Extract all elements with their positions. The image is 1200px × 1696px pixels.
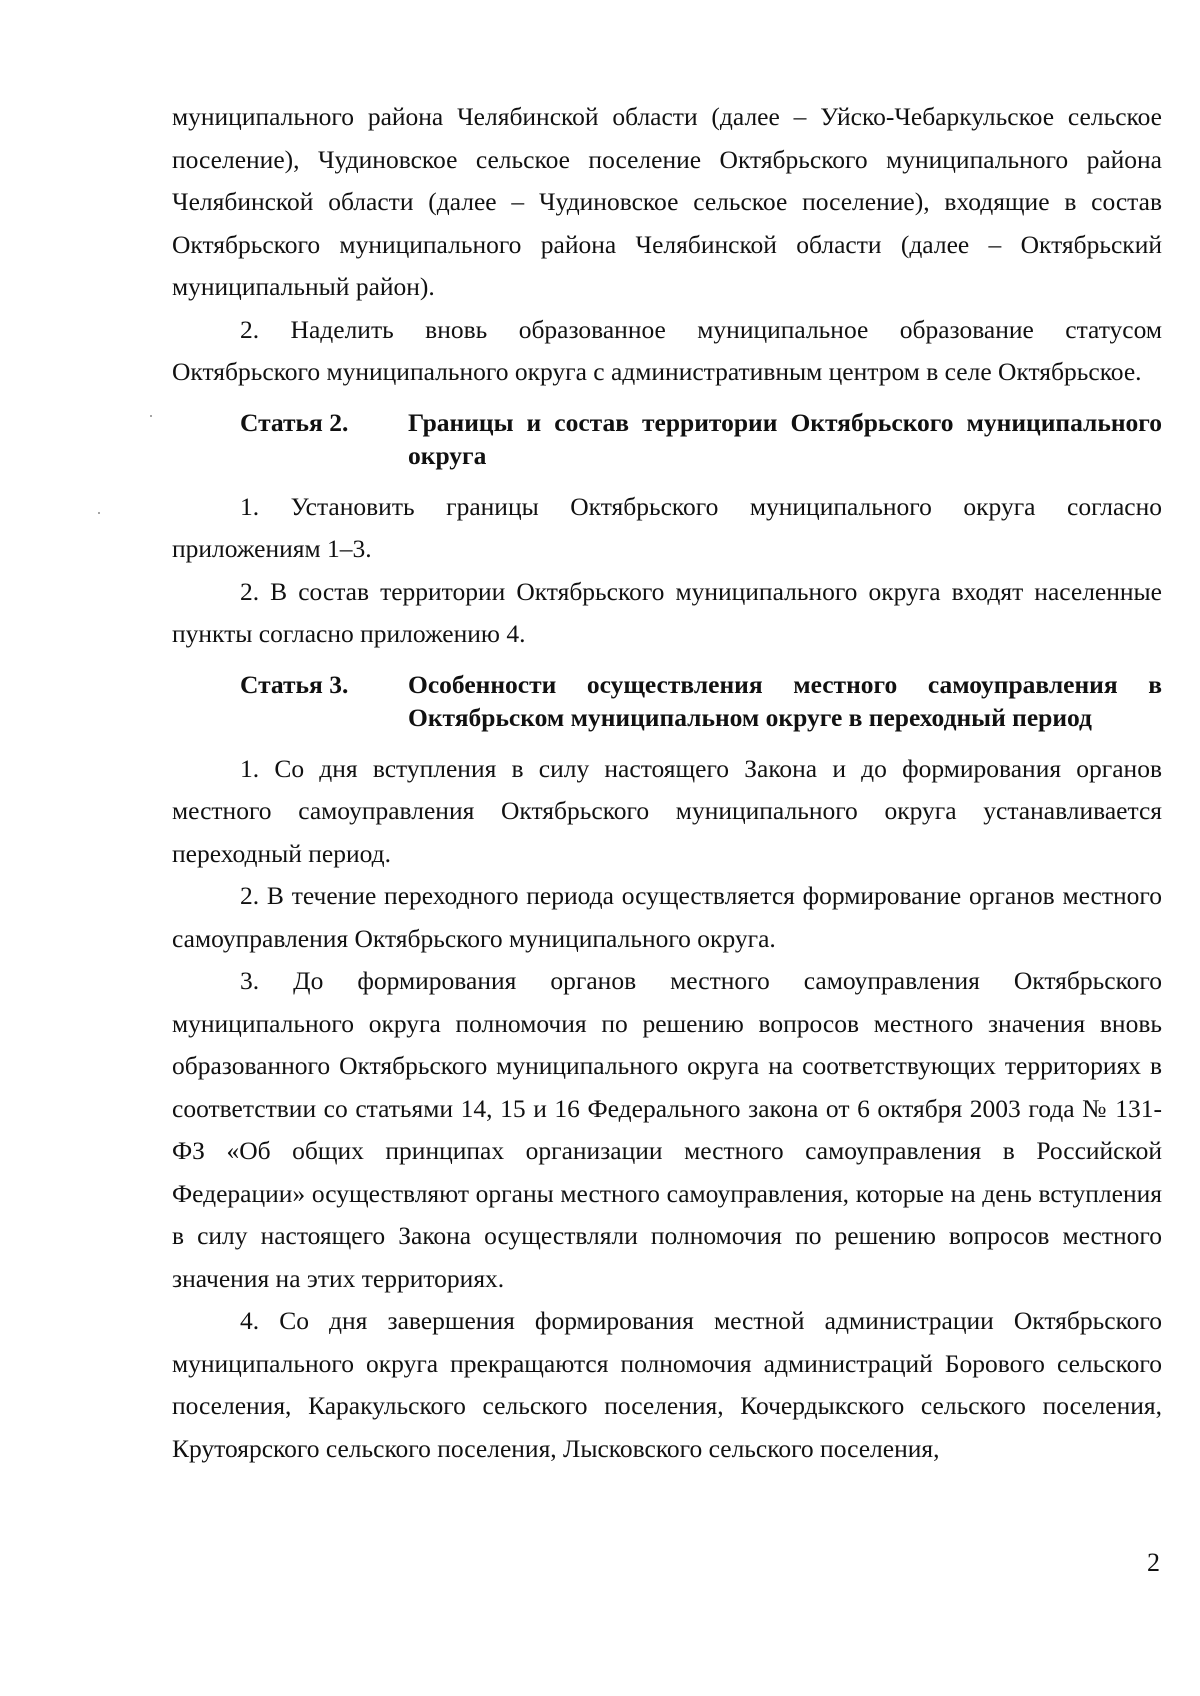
article-3-heading: [172, 668, 1162, 734]
article-3-number: Статья 3.: [240, 669, 349, 699]
document-page: [172, 96, 1162, 1470]
page-number: 2: [1147, 1548, 1160, 1577]
article-2-item-1: 1. Установить границы Октябрьского муниципального округа согласно приложениям 1–3.: [172, 491, 1162, 563]
article-3-title: Особенности осуществления местного самоуправления в Октябрьском муниципальном округе в переходный период: [408, 669, 1162, 732]
article-2-item-2: 2. В состав территории Октябрьского муниципального округа входят населенные пункты согласно приложению 4.: [172, 576, 1162, 648]
paragraph-continuation: муниципального района Челябинской области (далее – Уйско-Чебаркульское сельское поселение), Чудиновское сельское поселение Октябрьского муниципального района Челябинской области (далее – Чудиновское сельское поселение), входящие в состав Октябрьского муниципального района Челябинской области (далее – Октябрьский муниципальный район).: [172, 102, 1162, 301]
article-3-item-2: 2. В течение переходного периода осуществляется формирование органов местного самоуправления Октябрьского муниципального округа.: [172, 881, 1162, 953]
article-2-title: Границы и состав территории Октябрьского муниципального округа: [408, 407, 1162, 470]
article-3-item-4: 4. Со дня завершения формирования местной администрации Октябрьского муниципального округа прекращаются полномочия администраций Борового сельского поселения, Каракульского сельского поселения, Кочердыкского сельского поселения, Крутоярского сельского поселения, Лысковского сельского поселения,: [172, 1306, 1162, 1463]
scan-speck: [98, 512, 100, 514]
scan-speck: [150, 415, 152, 417]
article-3-item-1: 1. Со дня вступления в силу настоящего Закона и до формирования органов местного самоуправления Октябрьского муниципального округа устанавливается переходный период.: [172, 753, 1162, 868]
article-2-number: Статья 2.: [240, 407, 349, 437]
article-3-item-3: 3. До формирования органов местного самоуправления Октябрьского муниципального округа полномочия по решению вопросов местного значения вновь образованного Октябрьского муниципального округа на соответствующих территориях в соответствии со статьями 14, 15 и 16 Федерального закона от 6 октября 2003 года № 131-ФЗ «Об общих принципах организации местного самоуправления в Российской Федерации» осуществляют органы местного самоуправления, которые на день вступления в силу настоящего Закона осуществляли полномочия по решению вопросов местного значения на этих территориях.: [172, 966, 1162, 1293]
paragraph-item-2: 2. Наделить вновь образованное муниципальное образование статусом Октябрьского муниципального округа с административным центром в селе Октябрьское.: [172, 314, 1162, 386]
article-2-heading: [172, 406, 1162, 472]
